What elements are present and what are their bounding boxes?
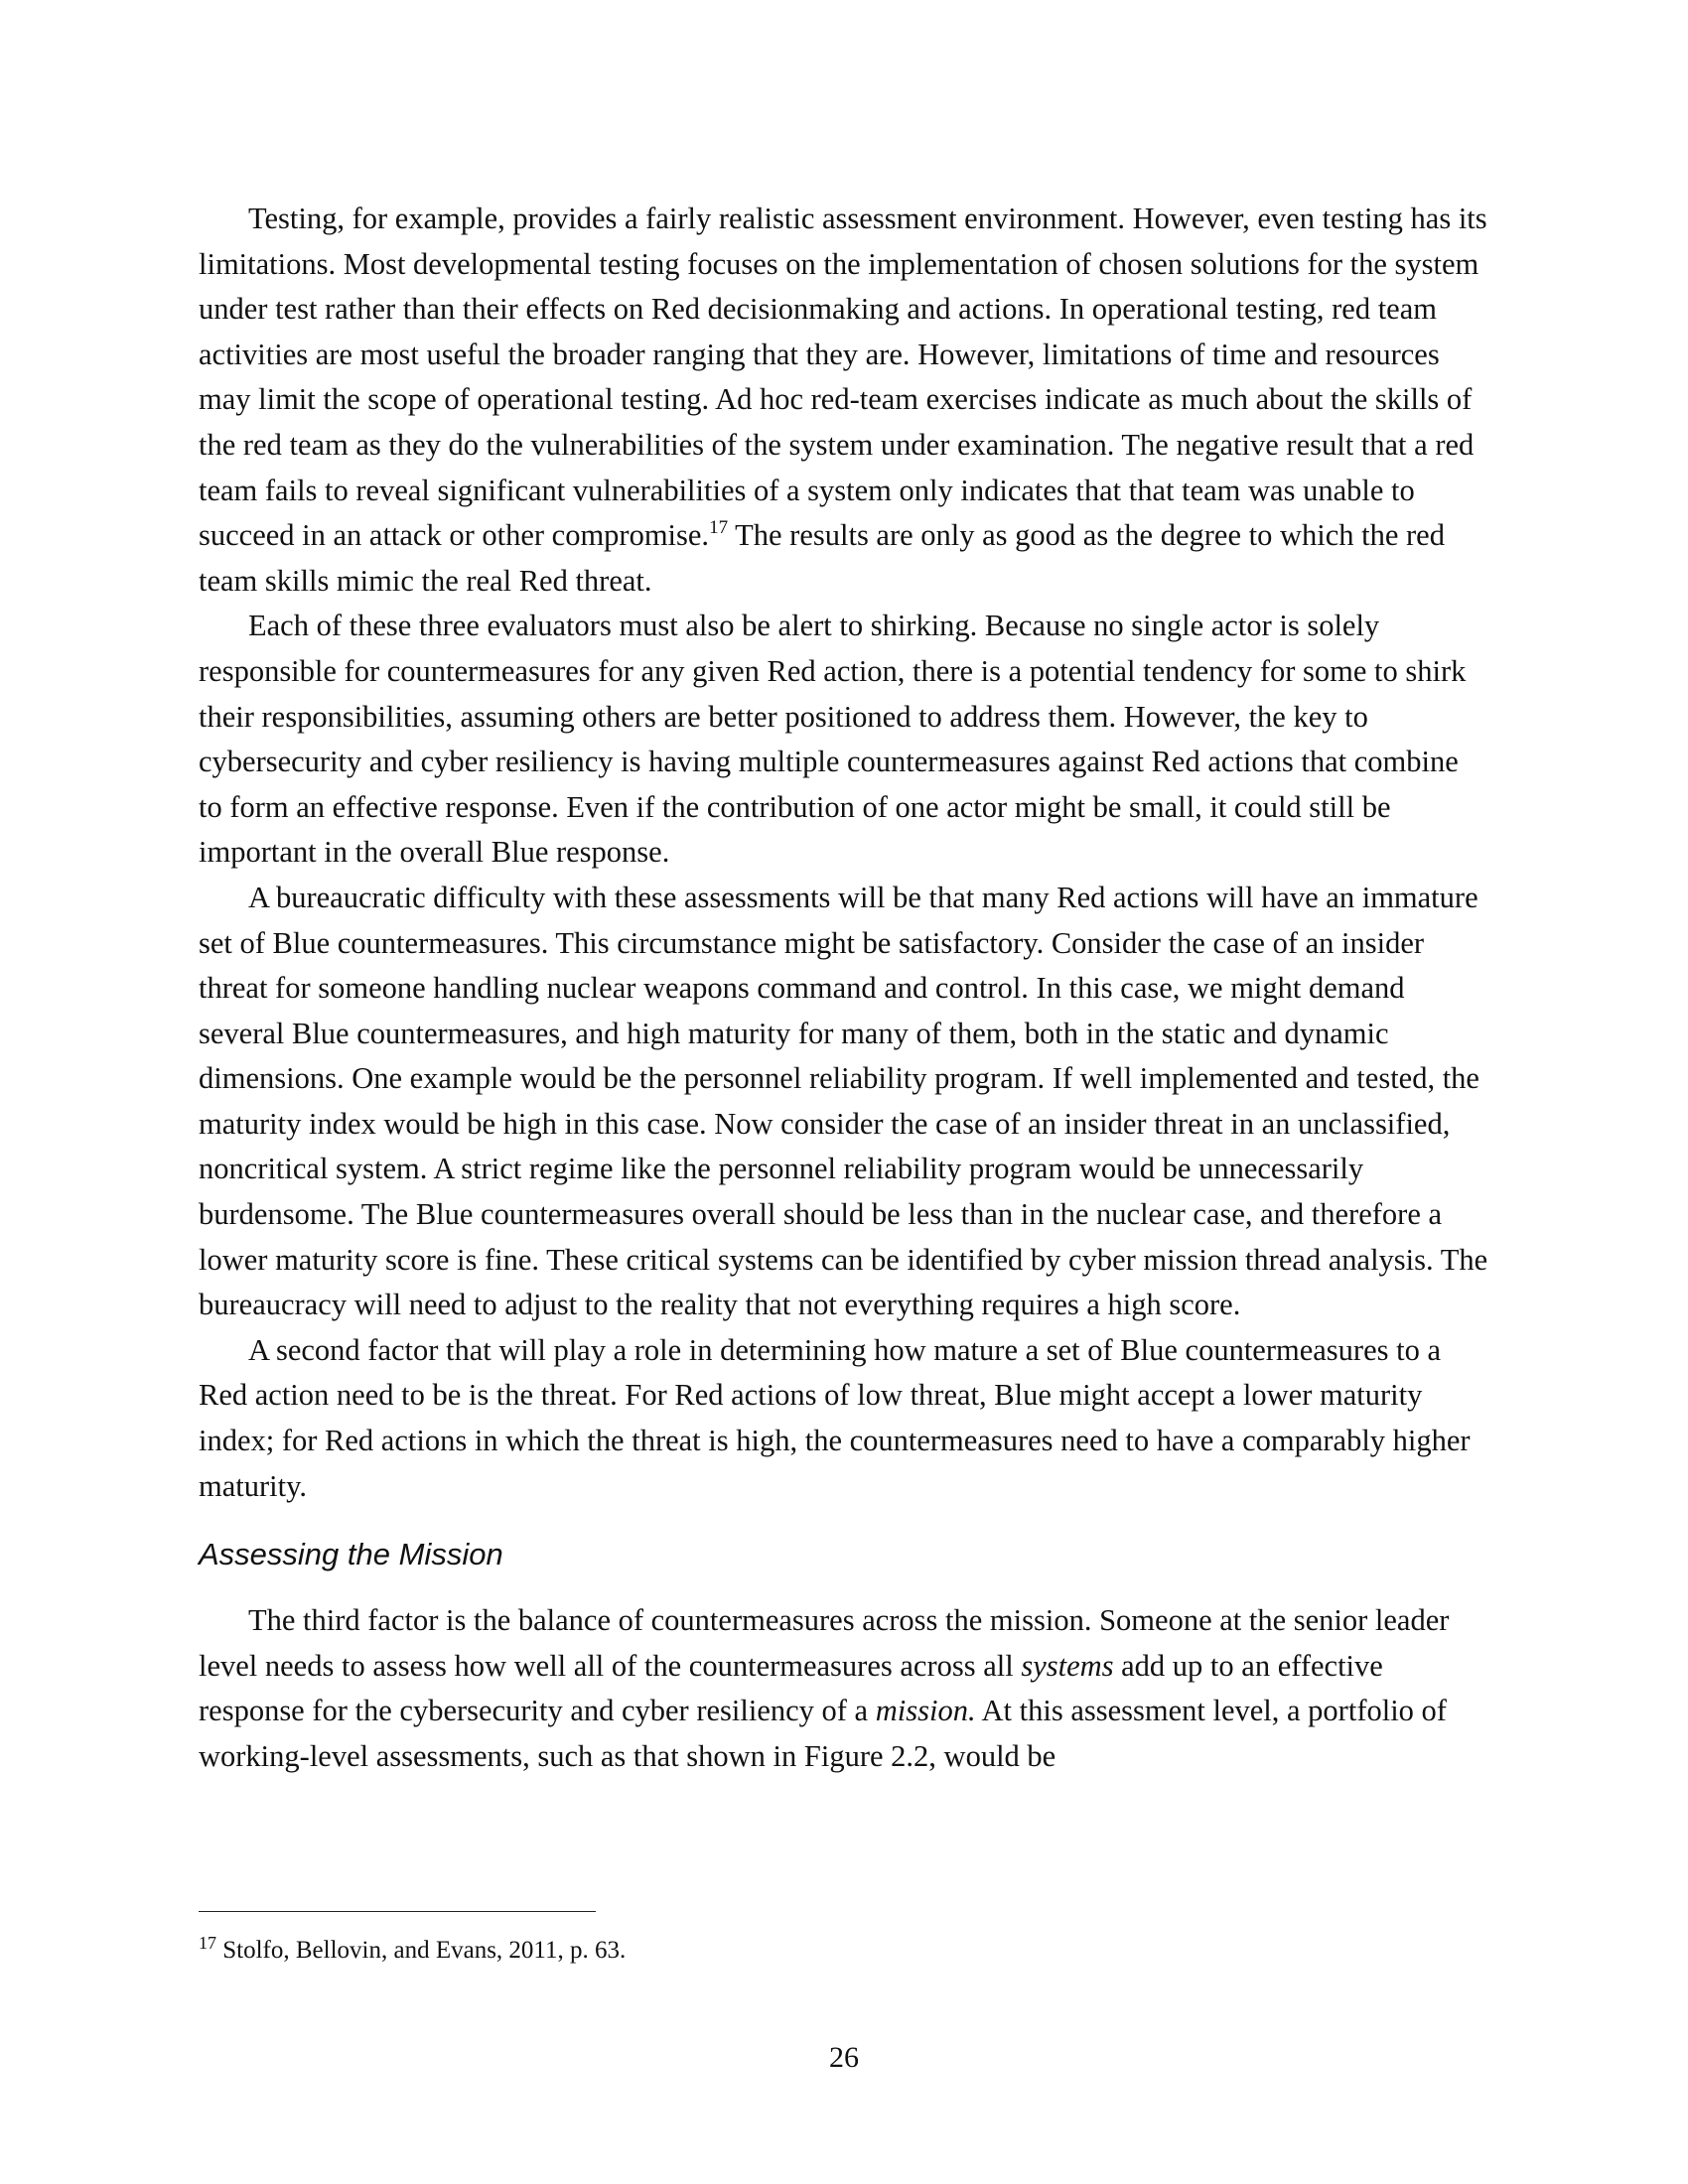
paragraph-threat-factor: A second factor that will play a role in determining how mature a set of Blue countermeasures to a Red action need to be is the threat. For Red actions of low threat, Blue might accept a lower maturity index; for Red actions in which the threat is high, the countermeasures need to have a comparably higher maturity.: [199, 1332, 1471, 1503]
emphasis-mission: mission.: [875, 1694, 976, 1728]
paragraph-text: At this assessment level, a portfolio of working-level assessments, such as that shown in Figure 2.2, would be: [199, 1694, 1447, 1773]
emphasis-systems: systems: [1021, 1648, 1114, 1683]
footnote: [199, 1934, 626, 1968]
paragraph-text: Testing, for example, provides a fairly realistic assessment environment. However, even testing has its limitations. Most developmental testing focuses on the implementation of chosen solutions for the system under test rather than their effects on Red decisionmaking and actions. In operational testing, red team activities are most useful the broader ranging that they are. However, limitations of time and resources may limit the scope of operational testing. Ad hoc red-team exercises indicate as much about the skills of the red team as they do the vulnerabilities of the system under examination. The negative result that a red team fails to reveal significant vulnerabilities of a system only indicates that that team was unable to succeed in an attack or other compromise.: [199, 202, 1487, 553]
footnote-reference[interactable]: 17: [709, 517, 729, 539]
footnote-number: 17: [199, 1933, 216, 1953]
paragraph-text: The third factor is the balance of countermeasures across the mission. Someone at the senior leader level needs to assess how well all of the countermeasures across all: [199, 1603, 1450, 1683]
paragraph-testing: [199, 197, 1489, 604]
paragraph-shirking: Each of these three evaluators must also be alert to shirking. Because no single actor is solely responsible for countermeasures for any given Red action, there is a potential tendency for some to shirk their responsibilities, assuming others are better positioned to address them. However, the key to cybersecurity and cyber resiliency is having multiple countermeasures against Red actions that combine to form an effective response. Even if the contribution of one actor might be small, it could still be important in the overall Blue response.: [199, 609, 1467, 870]
paragraph-mission-balance: [199, 1598, 1489, 1779]
paragraph-text: add up to an effective response for the cybersecurity and cyber resiliency of a: [199, 1648, 1383, 1728]
section-heading: Assessing the Mission: [199, 1537, 503, 1572]
footnote-text: Stolfo, Bellovin, and Evans, 2011, p. 63.: [216, 1937, 627, 1964]
paragraph-text: The results are only as good as the degree to which the red team skills mimic the real Red threat.: [199, 518, 1445, 598]
page-number: 26: [829, 2041, 859, 2074]
page-body: [199, 197, 1489, 1780]
footnote-divider: [199, 1911, 596, 1912]
paragraph-bureaucratic-difficulty: A bureaucratic difficulty with these assessments will be that many Red actions will have an immature set of Blue countermeasures. This circumstance might be satisfactory. Consider the case of an insider threat for someone handling nuclear weapons command and control. In this case, we might demand several Blue countermeasures, and high maturity for many of them, both in the static and dynamic dimensions. One example would be the personnel reliability program. If well implemented and tested, the maturity index would be high in this case. Now consider the case of an insider threat in an unclassified, noncritical system. A strict regime like the personnel reliability program would be unnecessarily burdensome. The Blue countermeasures overall should be less than in the nuclear case, and therefore a lower maturity score is fine. These critical systems can be identified by cyber mission thread analysis. The bureaucracy will need to adjust to the reality that not everything requires a high score.: [199, 880, 1488, 1322]
